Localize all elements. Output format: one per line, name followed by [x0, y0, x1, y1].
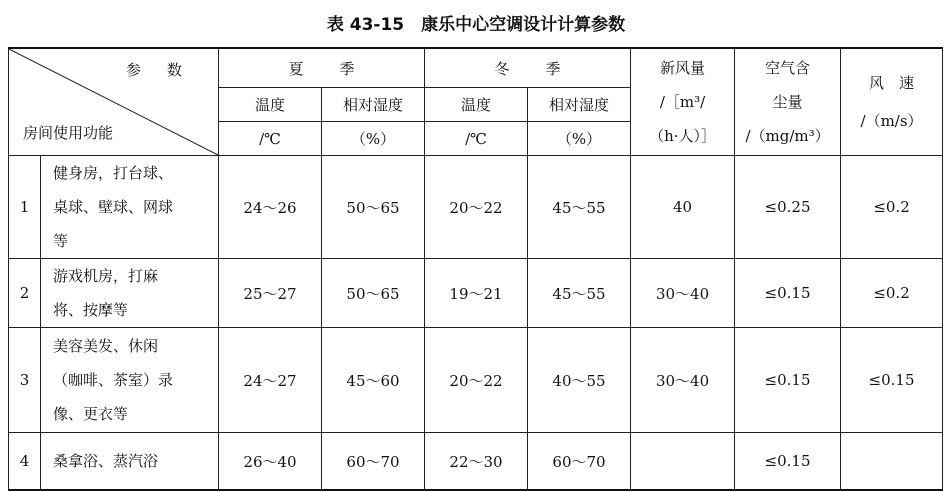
diagonal-header-cell	[9, 48, 219, 156]
winter-temp: 20～22	[425, 156, 528, 259]
winter-temp-unit: /℃	[425, 122, 528, 156]
winter-humidity: 40～55	[528, 328, 631, 433]
summer-humidity: 50～65	[322, 259, 425, 328]
row-index: 2	[9, 259, 41, 328]
winter-humidity-header: 相对湿度	[528, 88, 631, 122]
row-index: 3	[9, 328, 41, 433]
table-row	[9, 433, 943, 491]
room-function: 健身房，打台球、 桌球、壁球、网球 等	[41, 156, 219, 259]
fresh-air-header: 新风量 /［m³/ （h·人）］	[631, 48, 735, 156]
row-index: 4	[9, 433, 41, 491]
fresh-air	[631, 433, 735, 491]
winter-temp-header: 温度	[425, 88, 528, 122]
wind-speed: ≤0.2	[841, 259, 943, 328]
summer-humidity-unit: （%）	[322, 122, 425, 156]
winter-humidity-unit: （%）	[528, 122, 631, 156]
table-row	[9, 328, 943, 433]
winter-humidity: 60～70	[528, 433, 631, 491]
room-function: 美容美发、休闲 （咖啡、茶室）录 像、更衣等	[41, 328, 219, 433]
param-label: 参数	[125, 61, 208, 79]
summer-temp: 26～40	[219, 433, 322, 491]
summer-header: 夏季	[219, 48, 425, 88]
summer-humidity-header: 相对湿度	[322, 88, 425, 122]
summer-temp-header: 温度	[219, 88, 322, 122]
summer-temp-unit: /℃	[219, 122, 322, 156]
table-title: 表 43-15 康乐中心空调设计计算参数	[326, 15, 626, 35]
room-function: 游戏机房，打麻 将、按摩等	[41, 259, 219, 328]
table-row	[9, 156, 943, 259]
winter-temp: 19～21	[425, 259, 528, 328]
winter-temp: 20～22	[425, 328, 528, 433]
dust: ≤0.25	[735, 156, 841, 259]
wind-header: 风 速 /（m/s）	[841, 48, 943, 156]
winter-temp: 22～30	[425, 433, 528, 491]
fresh-air: 40	[631, 156, 735, 259]
summer-humidity: 50～65	[322, 156, 425, 259]
func-label: 房间使用功能	[23, 124, 114, 142]
summer-humidity: 60～70	[322, 433, 425, 491]
room-function: 桑拿浴、蒸汽浴	[41, 433, 219, 491]
wind-speed	[841, 433, 943, 491]
dust: ≤0.15	[735, 433, 841, 491]
dust: ≤0.15	[735, 328, 841, 433]
dust-header: 空气含 尘量 /（mg/m³）	[735, 48, 841, 156]
table-row	[9, 259, 943, 328]
winter-header: 冬季	[425, 48, 631, 88]
summer-temp: 24～27	[219, 328, 322, 433]
summer-humidity: 45～60	[322, 328, 425, 433]
wind-speed: ≤0.2	[841, 156, 943, 259]
winter-humidity: 45～55	[528, 156, 631, 259]
dust: ≤0.15	[735, 259, 841, 328]
parameters-table	[8, 47, 943, 491]
row-index: 1	[9, 156, 41, 259]
summer-temp: 25～27	[219, 259, 322, 328]
fresh-air: 30～40	[631, 259, 735, 328]
fresh-air: 30～40	[631, 328, 735, 433]
summer-temp: 24～26	[219, 156, 322, 259]
winter-humidity: 45～55	[528, 259, 631, 328]
wind-speed: ≤0.15	[841, 328, 943, 433]
